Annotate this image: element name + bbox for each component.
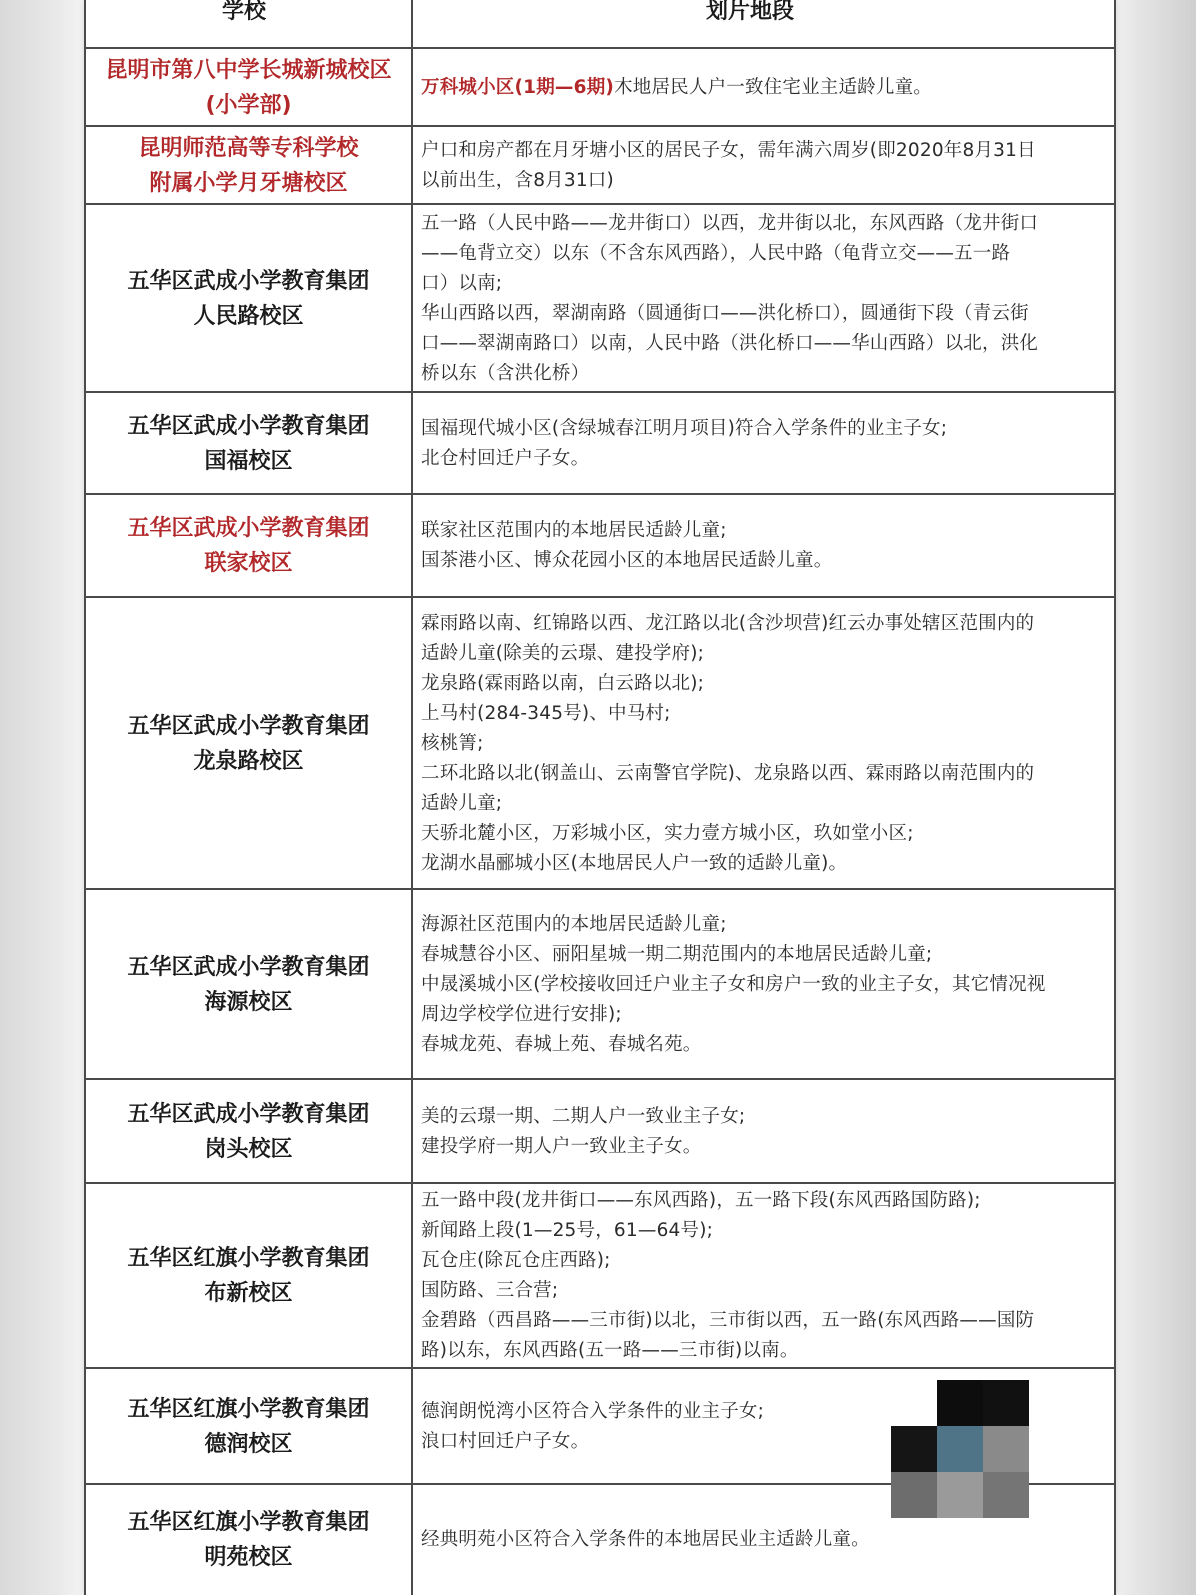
school-name-line: 布新校区 bbox=[204, 1281, 293, 1306]
district-line: 德润朗悦湾小区符合入学条件的业主子女; bbox=[421, 1400, 765, 1422]
school-name bbox=[86, 1184, 411, 1368]
school-name-line: 昆明师范高等专科学校 bbox=[138, 135, 359, 161]
school-name-line: 五华区武成小学教育集团 bbox=[127, 516, 370, 541]
district-line: 华山西路以西，翠湖南路（圆通街口——洪化桥口），圆通街下段（青云街 bbox=[421, 302, 1029, 324]
school-name-line: 昆明市第八中学长城新城校区 bbox=[105, 57, 392, 83]
district-text: 木地居民人户一致住宅业主适龄儿童。 bbox=[614, 76, 932, 98]
district-line: 桥以东（含洪化桥） bbox=[421, 362, 590, 384]
school-name bbox=[86, 1080, 411, 1183]
school-name bbox=[86, 127, 411, 204]
school-name-line: 人民路校区 bbox=[193, 303, 304, 329]
school-name-line: 五华区武成小学教育集团 bbox=[127, 713, 370, 739]
district-line: 新闻路上段(1—25号，61—64号); bbox=[421, 1220, 714, 1241]
district-line: 口）以南; bbox=[421, 272, 503, 294]
district-line: 春城慧谷小区、丽阳星城一期二期范围内的本地居民适龄儿童; bbox=[421, 943, 933, 965]
district-line: ——龟背立交）以东（不含东风西路），人民中路（龟背立交——五一路 bbox=[421, 242, 1011, 264]
district-description bbox=[413, 1080, 1114, 1183]
table-row bbox=[84, 205, 1116, 392]
district-line: 周边学校学位进行安排); bbox=[421, 1003, 622, 1025]
district-description bbox=[413, 495, 1114, 597]
row-divider bbox=[84, 203, 1116, 205]
school-name-line: 海源校区 bbox=[204, 989, 293, 1015]
district-description bbox=[413, 598, 1114, 889]
district-line: 国茶港小区、博众花园小区的本地居民适龄儿童。 bbox=[421, 550, 833, 571]
school-name-line: 五华区武成小学教育集团 bbox=[127, 954, 370, 980]
row-divider bbox=[84, 47, 1116, 49]
row-divider bbox=[84, 125, 1116, 127]
district-description bbox=[413, 205, 1114, 392]
school-name-line: (小学部) bbox=[205, 92, 292, 118]
school-name-line: 联家校区 bbox=[204, 551, 293, 576]
school-name bbox=[86, 49, 411, 126]
row-divider bbox=[84, 596, 1116, 598]
school-name-line: 五华区红旗小学教育集团 bbox=[127, 1510, 370, 1535]
row-divider bbox=[84, 888, 1116, 890]
row-divider bbox=[84, 493, 1116, 495]
school-name bbox=[86, 393, 411, 494]
school-name-line: 国福校区 bbox=[204, 448, 293, 474]
school-name-line: 五华区红旗小学教育集团 bbox=[127, 1246, 370, 1271]
table-header bbox=[84, 0, 1116, 48]
district-line: 龙泉路(霖雨路以南，白云路以北); bbox=[421, 672, 705, 694]
district-line: 路)以东，东风西路(五一路——三市街)以南。 bbox=[421, 1340, 799, 1361]
table-row bbox=[84, 1184, 1116, 1368]
school-name bbox=[86, 205, 411, 392]
district-line: 美的云璟一期、二期人户一致业主子女; bbox=[421, 1105, 746, 1127]
table-row bbox=[84, 1080, 1116, 1183]
table-row bbox=[84, 890, 1116, 1079]
enrollment-table bbox=[84, 0, 1116, 1595]
school-name-line: 明苑校区 bbox=[204, 1545, 293, 1570]
district-line: 二环北路以北(钢盖山、云南警官学院)、龙泉路以西、霖雨路以南范围内的 bbox=[421, 762, 1035, 784]
school-name-line: 龙泉路校区 bbox=[193, 748, 304, 774]
district-line: 五一路中段(龙井街口——东风西路)，五一路下段(东风西路国防路); bbox=[421, 1190, 981, 1211]
district-line bbox=[421, 73, 1108, 103]
district-line: 国福现代城小区(含绿城春江明月项目)符合入学条件的业主子女; bbox=[421, 417, 948, 439]
district-description bbox=[413, 127, 1114, 204]
school-name bbox=[86, 890, 411, 1079]
table-row bbox=[84, 49, 1116, 126]
district-line: 天骄北麓小区，万彩城小区，实力壹方城小区，玖如堂小区; bbox=[421, 822, 914, 844]
district-line: 国防路、三合营; bbox=[421, 1280, 559, 1301]
district-line: 龙湖水晶郦城小区(本地居民人户一致的适龄儿童)。 bbox=[421, 852, 848, 874]
district-line: 口——翠湖南路口）以南，人民中路（洪化桥口——华山西路）以北，洪化 bbox=[421, 332, 1039, 354]
district-description bbox=[413, 49, 1114, 126]
school-name bbox=[86, 1369, 411, 1484]
district-line: 适龄儿童; bbox=[421, 792, 503, 814]
district-line: 联家社区范围内的本地居民适龄儿童; bbox=[421, 520, 727, 541]
district-line: 金碧路（西昌路——三市街)以北，三市街以西，五一路(东风西路——国防 bbox=[421, 1310, 1035, 1331]
district-line: 五一路（人民中路——龙井街口）以西，龙井街以北，东风西路（龙井街口 bbox=[421, 212, 1039, 234]
school-name-line: 五华区武成小学教育集团 bbox=[127, 268, 370, 294]
district-line: 适龄儿童(除美的云璟、建投学府); bbox=[421, 642, 705, 664]
district-line: 上马村(284-345号)、中马村; bbox=[421, 702, 671, 724]
school-name-line: 岗头校区 bbox=[204, 1136, 293, 1162]
row-divider bbox=[84, 1367, 1116, 1369]
table-row bbox=[84, 127, 1116, 204]
school-name-line: 五华区武成小学教育集团 bbox=[127, 1101, 370, 1127]
district-description bbox=[413, 393, 1114, 494]
table-row bbox=[84, 495, 1116, 597]
district-line: 核桃箐; bbox=[421, 732, 484, 754]
district-line: 霖雨路以南、红锦路以西、龙江路以北(含沙坝营)红云办事处辖区范围内的 bbox=[421, 612, 1035, 634]
district-line: 春城龙苑、春城上苑、春城名苑。 bbox=[421, 1033, 702, 1055]
table-row bbox=[84, 598, 1116, 889]
district-line: 瓦仓庄(除瓦仓庄西路); bbox=[421, 1250, 611, 1271]
row-divider bbox=[84, 391, 1116, 393]
district-line: 浪口村回迁户子女。 bbox=[421, 1430, 590, 1452]
school-name-line: 五华区武成小学教育集团 bbox=[127, 413, 370, 439]
district-line: 以前出生，含8月31口) bbox=[421, 169, 614, 191]
school-name-line: 附属小学月牙塘校区 bbox=[149, 170, 348, 196]
district-line: 北仓村回迁户子女。 bbox=[421, 447, 590, 469]
school-name-line: 德润校区 bbox=[204, 1431, 293, 1457]
district-line: 海源社区范围内的本地居民适龄儿童; bbox=[421, 913, 727, 935]
district-line: 建投学府一期人户一致业主子女。 bbox=[421, 1135, 702, 1157]
district-line: 经典明苑小区符合入学条件的本地居民业主适龄儿童。 bbox=[421, 1529, 870, 1550]
district-line: 户口和房产都在月牙塘小区的居民子女，需年满六周岁(即2020年8月31日 bbox=[421, 139, 1036, 161]
district-line: 中晟溪城小区(学校接收回迁户业主子女和房户一致的业主子女，其它情况视 bbox=[421, 973, 1046, 995]
highlighted-community: 万科城小区(1期—6期) bbox=[421, 76, 615, 98]
row-divider bbox=[84, 1182, 1116, 1184]
blurred-qr-code bbox=[891, 1380, 1031, 1520]
district-description bbox=[413, 1184, 1114, 1368]
school-name bbox=[86, 495, 411, 597]
header-area: 划片地段 bbox=[706, 0, 795, 24]
district-description bbox=[413, 890, 1114, 1079]
table-row bbox=[84, 393, 1116, 494]
header-school: 学校 bbox=[222, 0, 267, 24]
school-name-line: 五华区红旗小学教育集团 bbox=[127, 1396, 370, 1422]
school-name bbox=[86, 1485, 411, 1595]
school-name bbox=[86, 598, 411, 889]
row-divider bbox=[84, 1078, 1116, 1080]
